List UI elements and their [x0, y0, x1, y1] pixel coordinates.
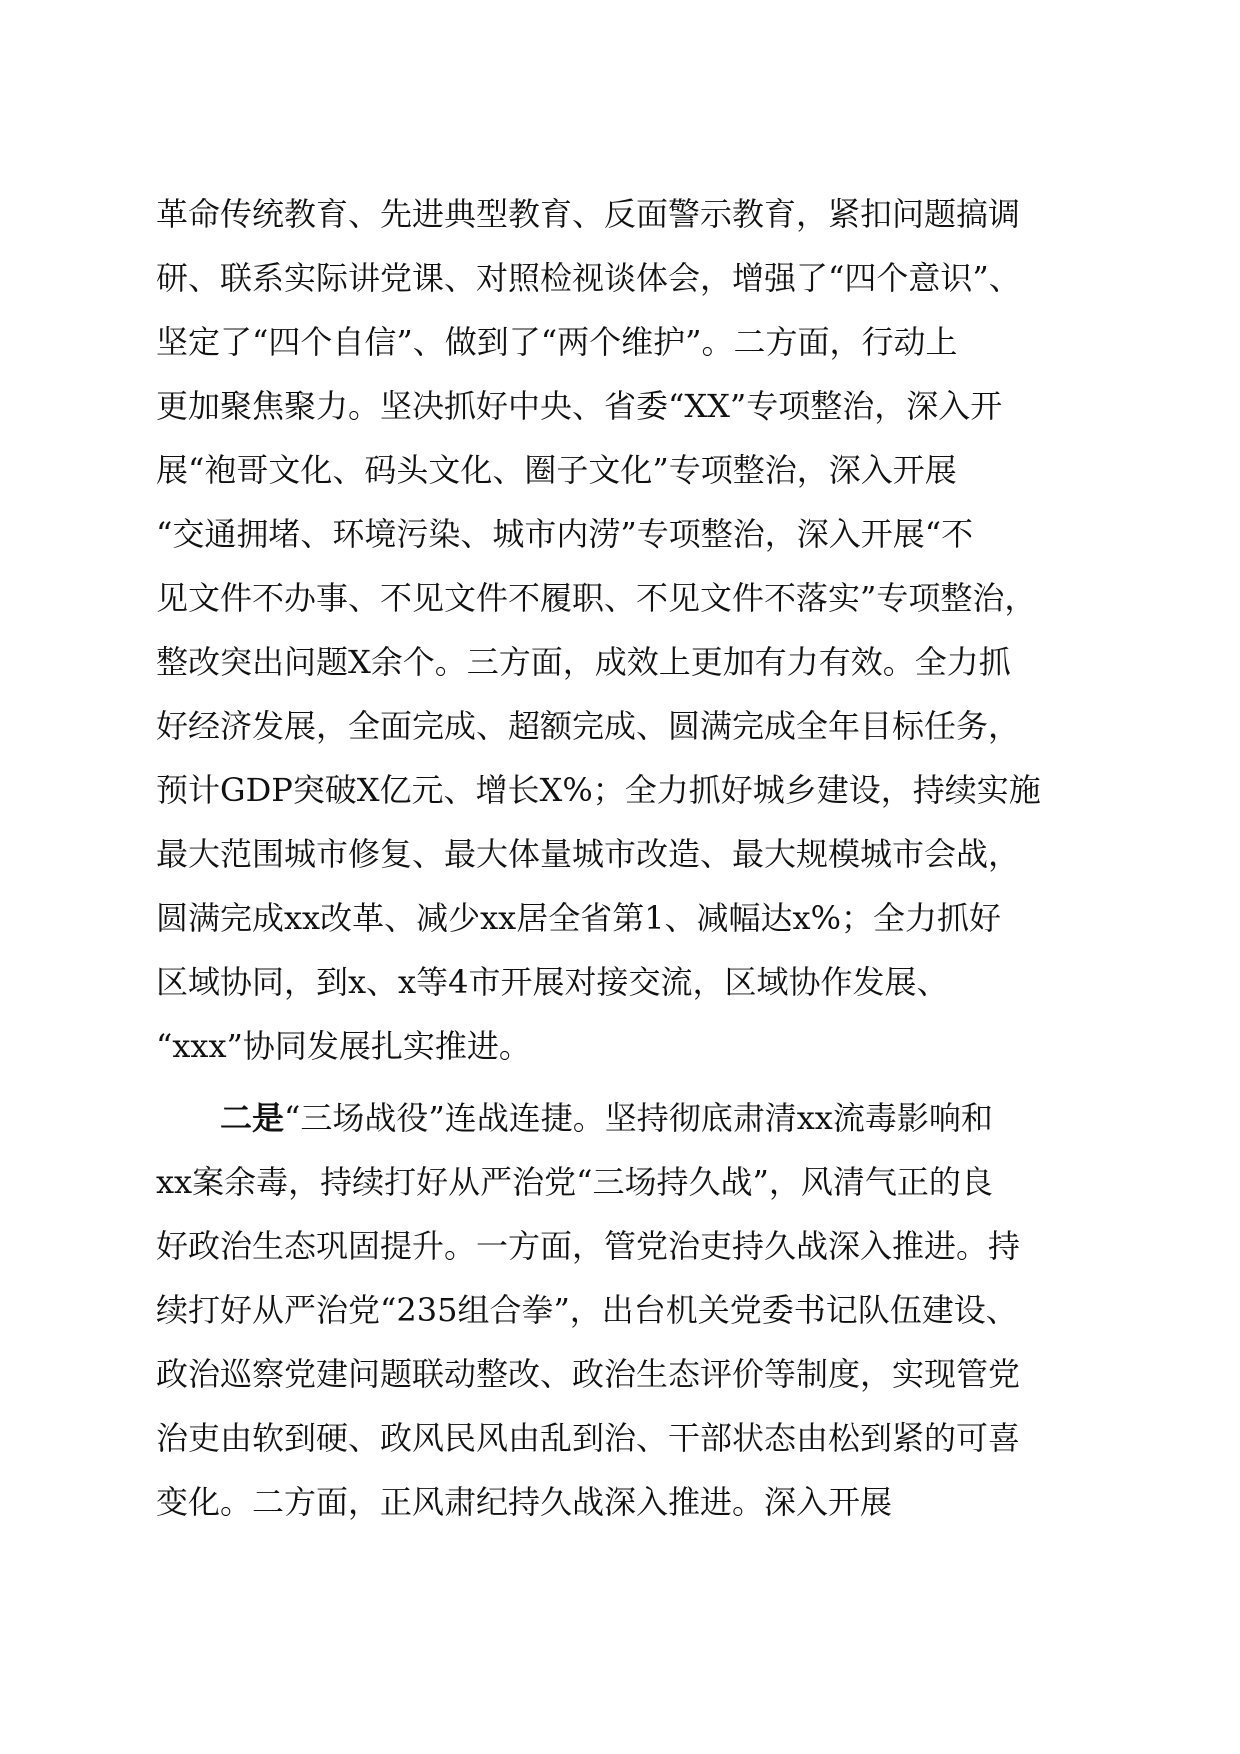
- text-line: 革命传统教育、先进典型教育、反面警示教育，紧扣问题搞调: [156, 195, 1021, 233]
- text-line: 坚定了“四个自信”、做到了“两个维护”。二方面，行动上: [156, 323, 958, 361]
- paragraph-2-first-line-text: “三场战役”连战连捷。坚持彻底肃清xx流毒影响和: [284, 1099, 993, 1137]
- text-line: 更加聚焦聚力。坚决抓好中央、省委“XX”专项整治，深入开: [156, 387, 1003, 425]
- text-line: 见文件不办事、不见文件不履职、不见文件不落实”专项整治，: [156, 579, 1037, 617]
- paragraph-2: [156, 1086, 1086, 1534]
- text-line: 展“袍哥文化、码头文化、圈子文化”专项整治，深入开展: [156, 451, 957, 489]
- text-line: 变化。二方面，正风肃纪持久战深入推进。深入开展: [156, 1483, 893, 1521]
- text-line: “交通拥堵、环境污染、城市内涝”专项整治，深入开展“不: [156, 515, 974, 553]
- paragraph-2-lead: 二是: [220, 1099, 285, 1137]
- text-line: 政治巡察党建问题联动整改、政治生态评价等制度，实现管党: [156, 1355, 1021, 1393]
- text-line: 整改突出问题X余个。三方面，成效上更加有力有效。全力抓: [156, 643, 1011, 681]
- text-line: 区域协同，到x、x等4市开展对接交流，区域协作发展、: [156, 963, 949, 1001]
- text-line: “xxx”协同发展扎实推进。: [156, 1027, 531, 1065]
- text-line: 续打好从严治党“235组合拳”，出台机关党委书记队伍建设、: [156, 1291, 1018, 1329]
- paragraph-2-first-line: [156, 1086, 1086, 1150]
- text-line: 研、联系实际讲党课、对照检视谈体会，增强了“四个意识”、: [156, 259, 1021, 297]
- paragraph-1: [156, 182, 1086, 1078]
- text-line: 最大范围城市修复、最大体量城市改造、最大规模城市会战，: [156, 835, 1021, 873]
- text-line: 好经济发展，全面完成、超额完成、圆满完成全年目标任务，: [156, 707, 1021, 745]
- body-text: [156, 182, 1086, 1534]
- text-line: xx案余毒，持续打好从严治党“三场持久战”，风清气正的良: [156, 1163, 993, 1201]
- text-line: 好政治生态巩固提升。一方面，管党治吏持久战深入推进。持: [156, 1227, 1021, 1265]
- text-line: 圆满完成xx改革、减少xx居全省第1、减幅达x%；全力抓好: [156, 899, 1002, 937]
- text-line: 预计GDP突破X亿元、增长X%；全力抓好城乡建设，持续实施: [156, 771, 1041, 809]
- text-line: 治吏由软到硬、政风民风由乱到治、干部状态由松到紧的可喜: [156, 1419, 1021, 1457]
